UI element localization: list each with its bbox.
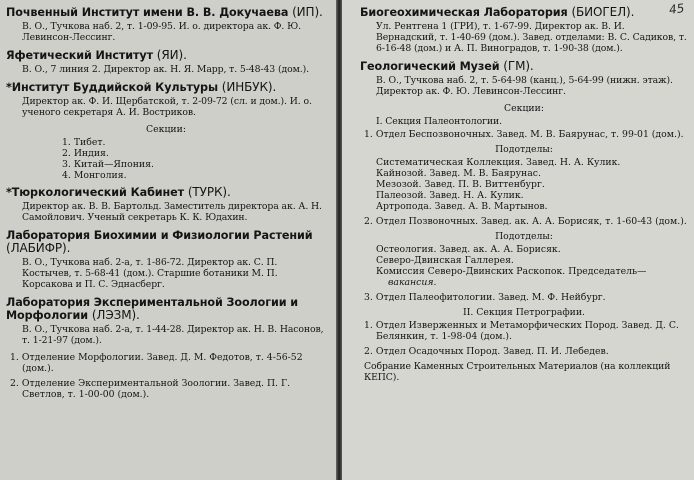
list-item: Остеология. Завед. ак. А. А. Борисяк. [376,244,561,255]
entry-body-labifr: В. О., Тучкова наб. 2-а, т. 1-86-72. Директор ак. С. П. Костычев, т. 5-68-41 (дом.). Старшие ботаники М. П. Корсакова и П. С. Эднасберг. [22,257,278,290]
subdept-label: Подотделы: [495,231,553,242]
entry-title-biogel [360,6,688,19]
entry-title-buddh [6,81,326,94]
list-item: 4. Монголия. [62,170,127,181]
title-text: Геологический Музей [360,60,500,73]
left-column [6,6,326,404]
title-text: Яфетический Институт [6,49,153,62]
list-item: Палеозой. Завед. Н. А. Кулик. [376,190,524,201]
subdept-label: Подотделы: [495,144,553,155]
entry-title-turk [6,186,326,199]
section-heading: I. Секция Палеонтологии. [376,116,502,127]
list-item: 3. Китай—Япония. [62,159,154,170]
right-page [342,0,694,480]
list-item [376,266,688,288]
list-item: 1. Отделение Морфологии. Завед. Д. М. Федотов, т. 4-56-52 (дом.). [10,352,303,374]
entry-body-pochvenny: В. О., Тучкова наб. 2, т. 1-09-95. И. о. директора ак. Ф. Ю. Левинсон-Лессинг. [22,21,301,43]
left-page [0,0,336,480]
page-number: 45 [667,1,685,17]
collection-text: Собрание Каменных Строительных Материалов (на коллекций КЕПС). [364,361,671,383]
entry-body-laezm: В. О., Тучкова наб. 2-а, т. 1-44-28. Директор ак. Н. В. Насонов, т. 1-21-97 (дом.). [22,324,324,346]
list-item: 2. Отдел Осадочных Пород. Завед. П. И. Лебедев. [364,346,609,357]
abbr-text: (ГМ). [503,59,534,73]
abbr-text: (ЛЭЗМ). [91,308,140,322]
entry-body-biogel: Ул. Рентгена 1 (ГРИ), т. 1-67-99. Директор ак. В. И. Вернадский, т. 1-40-69 (дом.). Завед. отделами: В. С. Садиков, т. 6-16-48 (дом.) и А. П. Виноградов, т. 1-90-38 (дом.). [376,21,687,54]
title-text: *Тюркологический Кабинет [6,186,185,199]
commission-text: Комиссия Северо-Двинских Раскопок. Председатель— [376,266,647,277]
title-text: Лаборатория Биохимии и Физиологии Растений [6,229,313,242]
subdept-list-1 [376,157,688,212]
title-text: *Институт Буддийской Культуры [6,81,218,94]
entry-title-labifr [6,229,326,255]
list-item: 3. Отдел Палеофитологии. Завед. М. Ф. Нейбург. [364,292,606,303]
list-item: 2. Отделение Экспериментальной Зоологии. Завед. П. Г. Светлов, т. 1-00-00 (дом.). [10,378,291,400]
sections-label-geomus: Секции: [504,103,544,114]
list-item: 2. Отдел Позвоночных. Завед. ак. А. А. Борисяк, т. 1-60-43 (дом.). [364,216,687,227]
title-text: Почвенный Институт имени В. В. Докучаева [6,6,289,19]
entry-body-geomus: В. О., Тучкова наб. 2, т. 5-64-98 (канц.), 5-64-99 (нижн. этаж). Директор ак. Ф. Ю. Левинсон-Лессинг. [376,75,673,97]
sections-label-buddh: Секции: [146,124,186,135]
list-item: 1. Отдел Изверженных и Метаморфических Пород. Завед. Д. С. Белянкин, т. 1-98-04 (дом.). [364,320,679,342]
right-column [360,6,688,383]
list-item: Мезозой. Завед. П. В. Виттенбург. [376,179,545,190]
list-item: 1. Отдел Беспозвоночных. Завед. М. В. Баярунас, т. 99-01 (дом.). [364,129,684,140]
section-heading: II. Секция Петрографии. [463,307,585,318]
abbr-text: (ТУРК). [187,185,231,199]
entry-title-yafet [6,49,326,62]
sections-list-buddh [62,137,326,181]
abbr-text: (ИНБУК). [221,80,277,94]
entry-body-yafet: В. О., 7 линия 2. Директор ак. Н. Я. Марр, т. 5-48-43 (дом.). [22,64,309,75]
entry-body-turk: Директор ак. В. В. Бартольд. Заместитель директора ак. А. Н. Самойлович. Ученый секретарь К. К. Юдахин. [22,201,322,223]
title-text: Биогеохимическая Лаборатория [360,6,568,19]
abbr-text: (БИОГЕЛ). [571,5,635,19]
abbr-text: (ИП). [292,5,323,19]
list-item: Артропода. Завед. А. В. Мартынов. [376,201,548,212]
title-text: Лаборатория Экспериментальной Зоологии и Морфологии [6,296,298,322]
entry-title-laezm [6,296,326,322]
list-item: Кайнозой. Завед. М. В. Баярунас. [376,168,541,179]
abbr-text: (ЯИ). [156,48,187,62]
list-item: Северо-Двинская Галлерея. [376,255,514,266]
subdept-list-2 [376,244,688,288]
entry-title-pochvenny [6,6,326,19]
list-item: 1. Тибет. [62,137,106,148]
list-item: Систематическая Коллекция. Завед. Н. А. Кулик. [376,157,621,168]
list-item: 2. Индия. [62,148,109,159]
entry-title-geomus [360,60,688,73]
abbr-text: (ЛАБИФР). [6,241,71,255]
vacancy-text: вакансия. [388,277,437,288]
entry-body-buddh: Директор ак. Ф. И. Щербатской, т. 2-09-72 (сл. и дом.). И. о. ученого секретаря А. И. Востриков. [22,96,312,118]
